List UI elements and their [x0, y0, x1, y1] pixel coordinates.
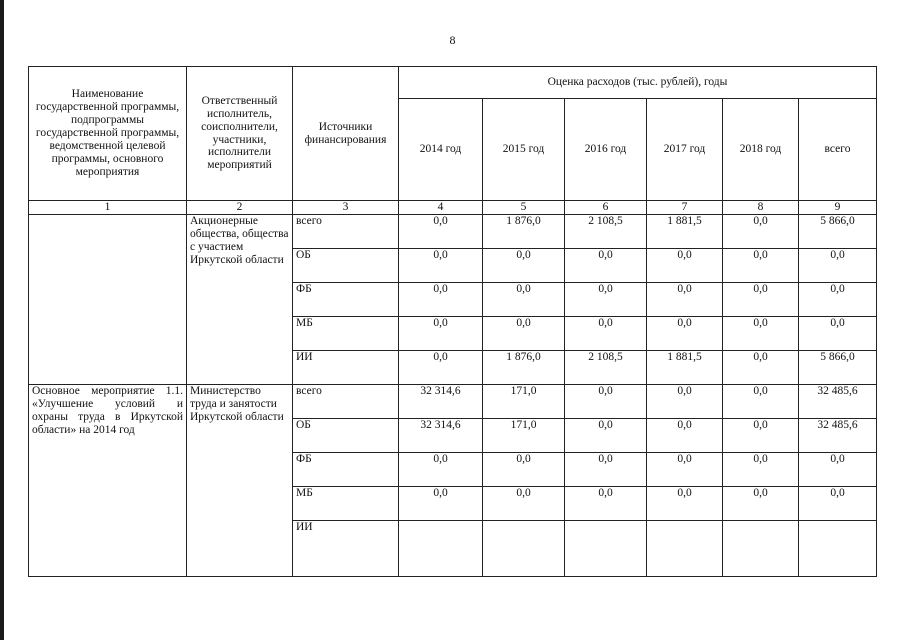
header-year: 2017 год: [647, 99, 723, 201]
total-cell: 5 866,0: [799, 351, 877, 385]
value-cell: 0,0: [565, 385, 647, 419]
value-cell: 32 314,6: [399, 385, 483, 419]
responsible-cell: Акционерные общества, общества с участием Иркутской области: [187, 215, 293, 385]
value-cell: 0,0: [565, 419, 647, 453]
value-cell: 2 108,5: [565, 215, 647, 249]
column-number-row: [29, 201, 877, 215]
value-cell: 0,0: [647, 249, 723, 283]
source-cell: всего: [293, 385, 399, 419]
value-cell: 0,0: [723, 453, 799, 487]
value-cell: 0,0: [723, 317, 799, 351]
value-cell: 0,0: [647, 283, 723, 317]
source-cell: ОБ: [293, 419, 399, 453]
header-year: 2015 год: [483, 99, 565, 201]
source-cell: МБ: [293, 487, 399, 521]
value-cell: 0,0: [723, 385, 799, 419]
value-cell: 0,0: [723, 283, 799, 317]
value-cell: 0,0: [483, 283, 565, 317]
value-cell: 0,0: [399, 453, 483, 487]
value-cell: 0,0: [399, 283, 483, 317]
table-row: [29, 385, 877, 419]
value-cell: 0,0: [723, 351, 799, 385]
value-cell: 0,0: [647, 317, 723, 351]
value-cell: 0,0: [723, 249, 799, 283]
value-cell: 0,0: [483, 249, 565, 283]
source-cell: ОБ: [293, 249, 399, 283]
value-cell: 0,0: [723, 215, 799, 249]
column-number: 2: [187, 201, 293, 215]
total-cell: 0,0: [799, 317, 877, 351]
header-estimate: Оценка расходов (тыс. рублей), годы: [399, 67, 877, 99]
total-cell: 32 485,6: [799, 385, 877, 419]
value-cell: 0,0: [723, 487, 799, 521]
value-cell: 0,0: [647, 453, 723, 487]
value-cell: [483, 521, 565, 577]
value-cell: 0,0: [483, 487, 565, 521]
total-cell: 0,0: [799, 249, 877, 283]
value-cell: 0,0: [723, 419, 799, 453]
header-year: 2014 год: [399, 99, 483, 201]
total-cell: 32 485,6: [799, 419, 877, 453]
header-year: 2018 год: [723, 99, 799, 201]
value-cell: 0,0: [399, 351, 483, 385]
value-cell: 2 108,5: [565, 351, 647, 385]
value-cell: 0,0: [565, 453, 647, 487]
value-cell: 0,0: [399, 249, 483, 283]
value-cell: 0,0: [483, 317, 565, 351]
page-number: 8: [449, 33, 456, 47]
total-cell: 0,0: [799, 453, 877, 487]
value-cell: 171,0: [483, 385, 565, 419]
responsible-cell: Министерство труда и занятости Иркутской области: [187, 385, 293, 577]
value-cell: 0,0: [399, 317, 483, 351]
column-number: 4: [399, 201, 483, 215]
column-number: 9: [799, 201, 877, 215]
value-cell: 0,0: [565, 249, 647, 283]
value-cell: [565, 521, 647, 577]
column-number: 7: [647, 201, 723, 215]
value-cell: [723, 521, 799, 577]
value-cell: 171,0: [483, 419, 565, 453]
measure-name-cell: [29, 215, 187, 385]
source-cell: ИИ: [293, 521, 399, 577]
column-number: 5: [483, 201, 565, 215]
total-cell: 0,0: [799, 487, 877, 521]
source-cell: всего: [293, 215, 399, 249]
header-sources: Источники финансирования: [293, 67, 399, 201]
value-cell: [399, 521, 483, 577]
source-cell: ИИ: [293, 351, 399, 385]
value-cell: 0,0: [483, 453, 565, 487]
value-cell: 0,0: [565, 283, 647, 317]
header-responsible: Ответственный исполнитель, соисполнители, участники, исполнители мероприятий: [187, 67, 293, 201]
value-cell: [647, 521, 723, 577]
value-cell: 0,0: [647, 487, 723, 521]
header-total: всего: [799, 99, 877, 201]
column-number: 8: [723, 201, 799, 215]
source-cell: ФБ: [293, 283, 399, 317]
total-cell: 5 866,0: [799, 215, 877, 249]
total-cell: 0,0: [799, 283, 877, 317]
value-cell: 1 876,0: [483, 215, 565, 249]
total-cell: [799, 521, 877, 577]
value-cell: 0,0: [399, 487, 483, 521]
column-number: 1: [29, 201, 187, 215]
value-cell: 0,0: [647, 419, 723, 453]
budget-table: [28, 66, 877, 577]
value-cell: 1 881,5: [647, 351, 723, 385]
scan-left-edge: [0, 0, 4, 640]
value-cell: 32 314,6: [399, 419, 483, 453]
header-year: 2016 год: [565, 99, 647, 201]
value-cell: 1 876,0: [483, 351, 565, 385]
column-number: 3: [293, 201, 399, 215]
value-cell: 0,0: [399, 215, 483, 249]
source-cell: МБ: [293, 317, 399, 351]
source-cell: ФБ: [293, 453, 399, 487]
table-row: [29, 215, 877, 249]
value-cell: 0,0: [565, 487, 647, 521]
measure-name-cell: Основное мероприятие 1.1. «Улучшение условий и охраны труда в Иркутской области» на 2014 год: [29, 385, 187, 577]
value-cell: 0,0: [565, 317, 647, 351]
column-number: 6: [565, 201, 647, 215]
header-name: Наименование государственной программы, подпрограммы государственной программы, ведомственной целевой программы, основного мероприятия: [29, 67, 187, 201]
value-cell: 1 881,5: [647, 215, 723, 249]
value-cell: 0,0: [647, 385, 723, 419]
